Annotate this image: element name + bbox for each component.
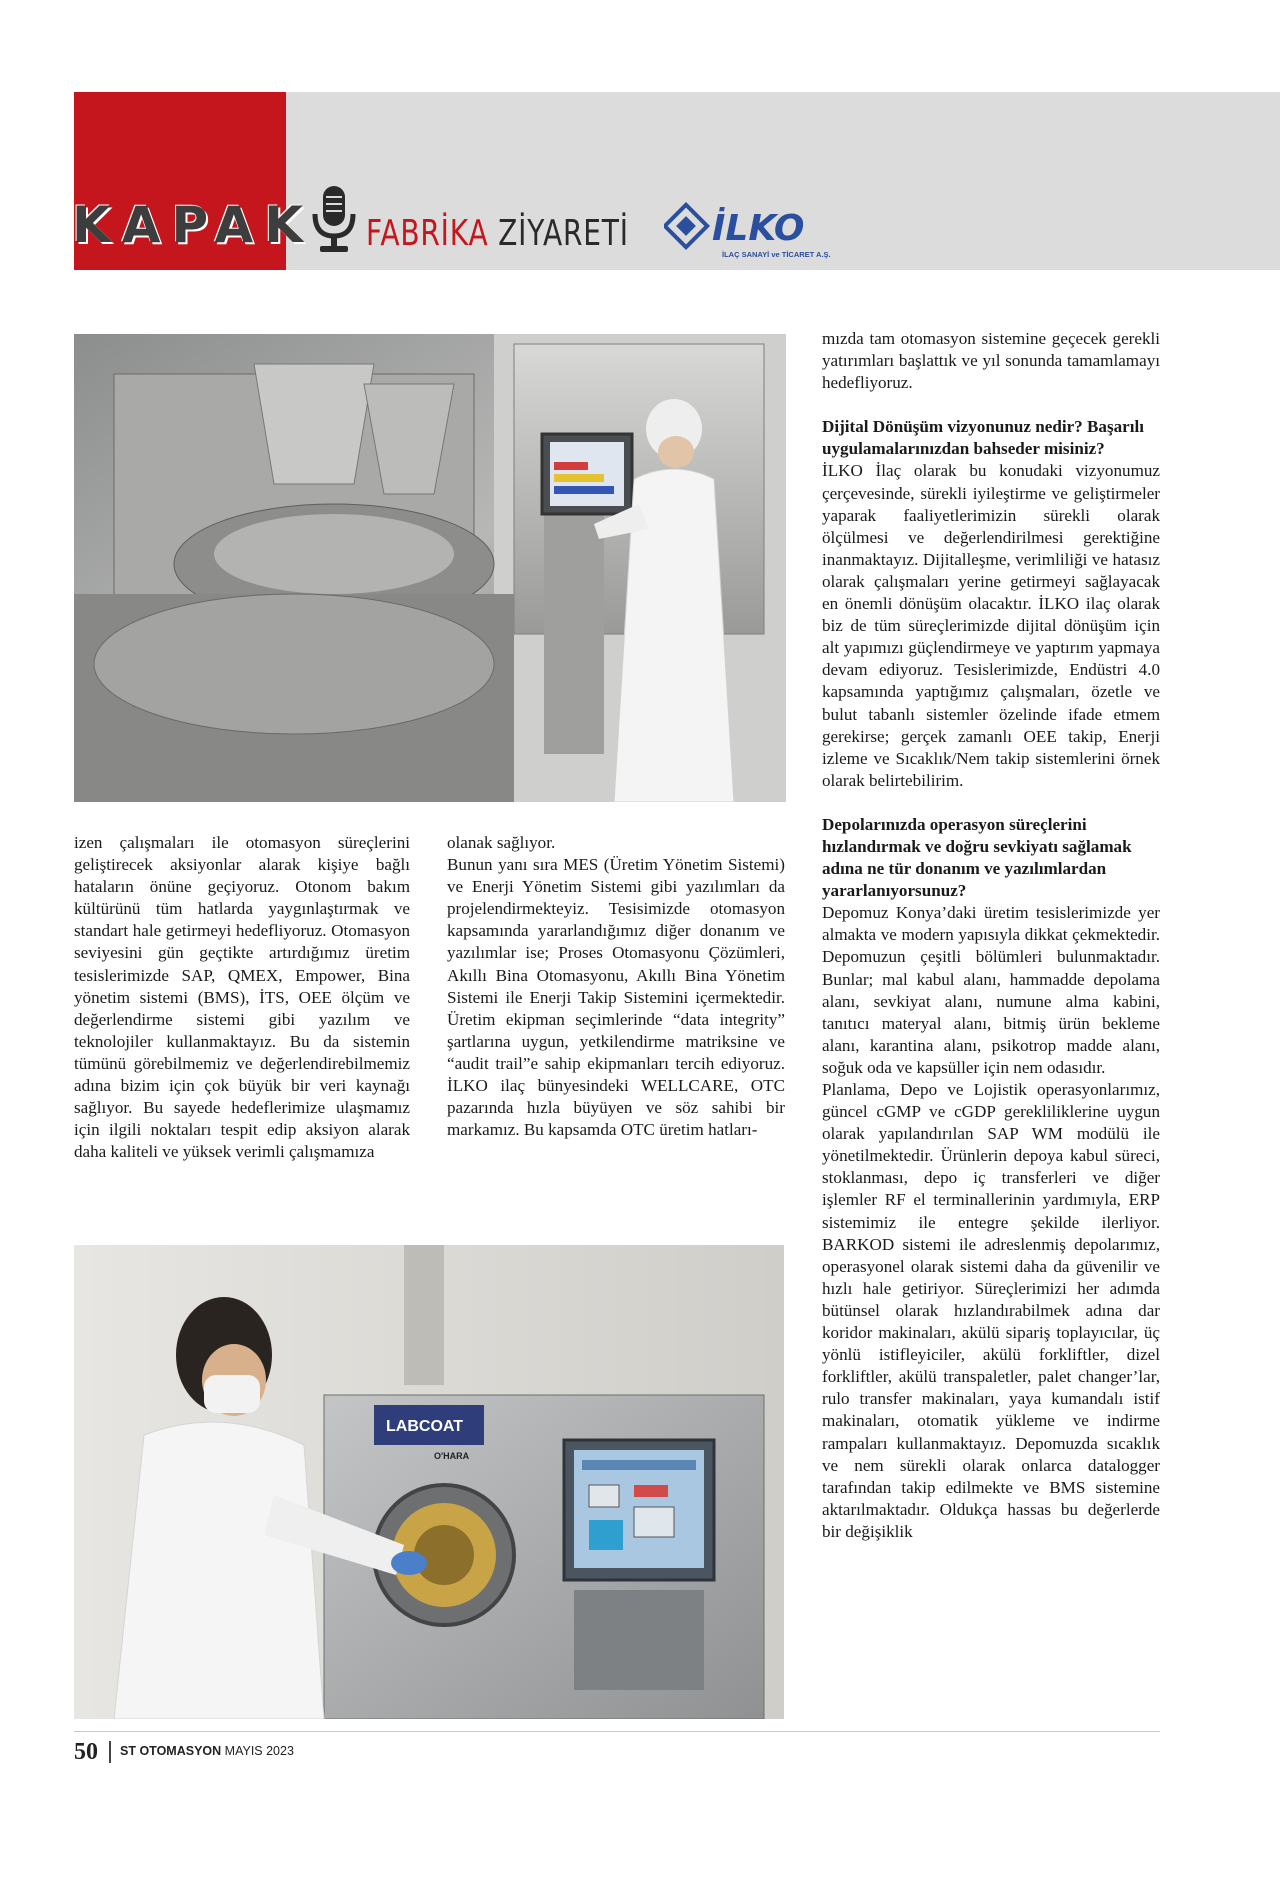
microphone-icon [308,184,360,256]
article-column-1 [74,832,410,1163]
machine-label-ohara: O'HARA [434,1451,470,1461]
body-paragraph: Bunun yanı sıra MES (Üretim Yönetim Sistemi) ve Enerji Yönetim Sistemi gibi yazılımları da projelendirmekteyiz. Tesisimizde otomasyon kapsamında yararlandığımız diğer donanım ve yazılımlar ise; Proses Otomasyonu Çözümleri, Akıllı Bina Otomasyonu, Akıllı Bina Yönetim Sistemi ile Enerji Takip Sistemini içermektedir. Üretim ekipman seçimlerinde “data integrity” şartlarına uygun, yetkilendirme matriksine ve “audit trail”e sahip ekipmanları tercih ediyoruz. İLKO ilaç bünyesindeki WELLCARE, OTC pazarında hızla büyüyen ve söz sahibi bir markamız. Bu kapsamda OTC üretim hatları- [447,855,785,1140]
interview-answer: Depomuz Konya’daki üretim tesislerimizde yer almakta ve modern yapısıyla dikkat çekmektedir. Depomuzun çeşitli bölümleri bulunmaktadır. Bunlar; mal kabul alanı, hammadde depolama alanı, sevkiyat alanı, numune alma kabini, tanıtıcı materyal alanı, bitmiş ürün bekleme alanı, karantina alanı, psikotrop madde alanı, soğuk oda ve kapsüller için nem odasıdır. [822,903,1160,1077]
interview-question: Dijital Dönüşüm vizyonunuz nedir? Başarılı uygulamalarınızdan bahseder misiniz? [822,417,1144,459]
section-title: KAPAK [72,196,314,254]
footer-magazine [120,1745,294,1758]
logo-subtext: İLAÇ SANAYİ ve TİCARET A.Ş. [722,250,831,259]
interview-answer: İLKO İlaç olarak bu konudaki vizyonumuz çerçevesinde, sürekli iyileştirme ve geliştirmeler yaparak faaliyetlerimizin sürekli olarak ölçülmesi ve değerlendirilmesi gerektiğine inanmaktayız. Dijitalleşme, verimliliği ve hatasız olarak çalışmaları yerine getirmeyi sağlayacak en önemli dönüşüm olacaktır. İLKO ilaç olarak biz de tüm süreçlerimizde dijital dönüşüm için alt yapımızı güçlendirmeye ve yaptırım yapmaya devam ediyoruz. Tesislerimizde, Endüstri 4.0 kapsamında yaptığımız çalışmaları, özetle ve bulut tabanlı sistemler özelinde ifade etmem gerekirse; gerçek zamanlı OEE takip, Enerji izleme ve Sıcaklık/Nem takip sistemlerini örnek olarak belirtebilirim. [822,461,1160,790]
labcoat-coating-machine-photo [74,1245,784,1719]
interview-answer: Planlama, Depo ve Lojistik operasyonlarımız, güncel cGMP ve cGDP gerekliliklerine uygun olarak yapılandırılan SAP WM modülü ile yönetilmektedir. Ürünlerin depoya kabul süreci, stoklanması, depo iç transferleri ve diğer işlemler RF el terminallerinin yardımıyla, ERP sistemimiz ile entegre şekilde ilerliyor. BARKOD sistemi ile adreslenmiş depolarımız, operasyonel olarak sistemi daha da güvenilir ve hızlı hale getiriyor. Süreçlerimizi her adımda bütünsel olarak hızlandırabilmek adına dar koridor makinaları, akülü sipariş toplayıcılar, üç yönlü istifleyiciler, akülü forkliftler, dizel forkliftler, akülü transpaletler, palet changer’lar, rulo transfer makinaları, yaya kumandalı istif makinaları, otomatik yükleme ve indirme rampaları kullanmaktayız. Depomuzda sıcaklık ve nem sürekli olarak onlarca datalogger tarafından takip edilmekte ve BMS sistemine aktarılmaktadır. Oldukça hassas bu değerlerde bir değişiklik [822,1080,1160,1541]
body-paragraph: mızda tam otomasyon sistemine geçecek gerekli yatırımları başlattık ve yıl sonunda tamamlamayı hedefliyoruz. [822,329,1160,393]
logo-wordmark: İLKO [712,208,805,249]
subsection-title-part1: FABRİKA [366,213,489,254]
magazine-issue: MAYIS 2023 [224,1744,294,1758]
page-number: 50 [74,1739,98,1765]
subsection-title-part2: ZİYARETİ [498,213,629,254]
article-column-3 [822,328,1160,1543]
subsection-title [366,213,629,254]
machine-label-labcoat: LABCOAT [386,1418,464,1435]
footer-divider [109,1741,111,1763]
interview-question: Depolarınızda operasyon süreçlerini hızlandırmak ve doğru sevkiyatı sağlamak adına ne tür donanım ve yazılımlardan yararlanıyorsunuz? [822,814,1132,901]
magazine-name: ST OTOMASYON [120,1744,222,1758]
capsule-filling-machine-photo [74,334,786,802]
footer-rule [74,1731,1160,1732]
body-paragraph: izen çalışmaları ile otomasyon süreçlerini geliştirecek aksiyonlar alarak kişiye bağlı hataların önüne geçiyoruz. Otonom bakım kültürünü tüm hatlarda yaygınlaştırmak ve standart hale getirmeyi hedefliyoruz. Otomasyon seviyesini gün geçtikte artırdığımız üretim tesislerimizde SAP, QMEX, Empower, Bina yönetim sistemi (BMS), İTS, OEE ölçüm ve değerlendirme sistemi gibi yazılım ve teknolojiler kullanmaktayız. Bu da sistemin tümünü görebilmemiz ve değerlendirebilmemiz adına bizim için çok büyük bir veri kaynağı sağlıyor. Bu sayede hedeflerimize ulaşmamız için ilgili noktaları tespit edip aksiyon alarak daha kaliteli ve yüksek verimli çalışmamıza [74,833,410,1162]
body-paragraph: olanak sağlıyor. [447,833,556,852]
article-column-2 [447,832,785,1141]
